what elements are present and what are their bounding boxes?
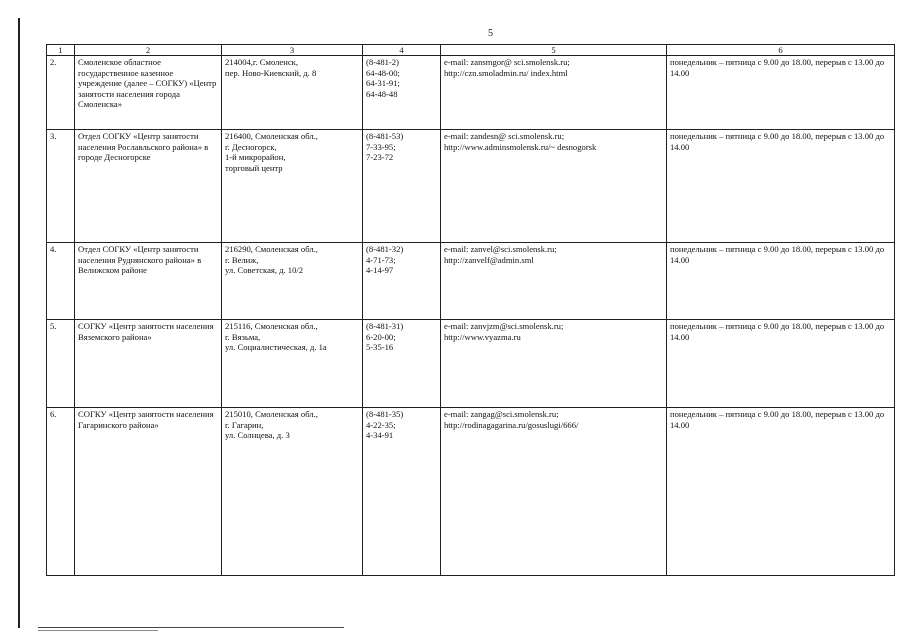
footer-rule-short <box>38 630 158 631</box>
email-text: e-mail: zanvjzm@sci.smolensk.ru; <box>444 321 564 331</box>
address-cell <box>222 243 363 320</box>
column-header: 1 <box>47 45 75 56</box>
contact-cell <box>441 130 667 243</box>
phone-line: 64-48-00; <box>366 67 400 78</box>
address-line: 215010, Смоленская обл., <box>225 409 318 419</box>
contact-cell <box>441 408 667 576</box>
footer-rule <box>38 627 344 628</box>
phone-line: 4-71-73; <box>366 254 396 265</box>
contact-cell <box>441 320 667 408</box>
phone-line: 6-20-00; <box>366 331 396 342</box>
email-text: e-mail: zandesn@ sci.smolensk.ru; <box>444 131 565 141</box>
phone-line: 64-31-91; <box>366 78 400 89</box>
phone-cell <box>363 320 441 408</box>
website-text: http://www.vyazma.ru <box>444 331 521 342</box>
phone-cell <box>363 130 441 243</box>
website-text: http://rodinagagarina.ru/gosuslugi/666/ <box>444 419 579 430</box>
phone-line: (8-481-2) <box>366 57 399 67</box>
address-line: 1-й микрорайон, <box>225 152 286 163</box>
address-cell <box>222 320 363 408</box>
phone-line: 64-48-48 <box>366 88 398 99</box>
address-cell <box>222 130 363 243</box>
contact-cell <box>441 56 667 130</box>
address-line: 215116, Смоленская обл., <box>225 321 318 331</box>
employment-centers-table <box>46 44 895 576</box>
address-line: 214004,г. Смоленск, <box>225 57 298 67</box>
table-row <box>47 320 895 408</box>
address-line: г. Вязьма, <box>225 331 261 342</box>
organization-name: Смоленское областное государственное казенное учреждение (далее – СОГКУ) «Центр занятости населения города Смоленска» <box>75 56 222 130</box>
working-hours: понедельник – пятница с 9.00 до 18.00, перерыв с 13.00 до 14.00 <box>667 320 895 408</box>
row-number: 3. <box>47 130 75 243</box>
address-line: г. Велиж, <box>225 254 259 265</box>
phone-line: 5-35-16 <box>366 342 394 353</box>
working-hours: понедельник – пятница с 9.00 до 18.00, перерыв с 13.00 до 14.00 <box>667 243 895 320</box>
organization-name: СОГКУ «Центр занятости населения Вяземского района» <box>75 320 222 408</box>
phone-line: (8-481-31) <box>366 321 404 331</box>
table-header-row <box>47 45 895 56</box>
address-line: торговый центр <box>225 162 283 173</box>
phone-cell <box>363 408 441 576</box>
phone-line: 7-33-95; <box>366 141 396 152</box>
row-number: 5. <box>47 320 75 408</box>
working-hours: понедельник – пятница с 9.00 до 18.00, перерыв с 13.00 до 14.00 <box>667 130 895 243</box>
working-hours: понедельник – пятница с 9.00 до 18.00, перерыв с 13.00 до 14.00 <box>667 56 895 130</box>
address-cell <box>222 408 363 576</box>
column-header: 6 <box>667 45 895 56</box>
column-header: 2 <box>75 45 222 56</box>
phone-line: 7-23-72 <box>366 152 394 163</box>
table-row <box>47 130 895 243</box>
address-line: 216290, Смоленская обл., <box>225 244 318 254</box>
email-text: e-mail: zangag@sci.smolensk.ru; <box>444 409 559 419</box>
address-line: ул. Советская, д. 10/2 <box>225 265 304 276</box>
phone-line: 4-14-97 <box>366 265 394 276</box>
table-row <box>47 56 895 130</box>
table-row <box>47 408 895 576</box>
address-line: ул. Солнцева, д. 3 <box>225 430 290 441</box>
table-row <box>47 243 895 320</box>
row-number: 4. <box>47 243 75 320</box>
address-line: г. Десногорск, <box>225 141 277 152</box>
phone-line: 4-34-91 <box>366 430 394 441</box>
page-number: 5 <box>488 28 493 39</box>
left-margin-rule <box>18 18 20 628</box>
contact-cell <box>441 243 667 320</box>
phone-line: (8-481-35) <box>366 409 404 419</box>
address-line: г. Гагарин, <box>225 419 264 430</box>
address-cell <box>222 56 363 130</box>
phone-line: 4-22-35; <box>366 419 396 430</box>
address-line: 216400, Смоленская обл., <box>225 131 318 141</box>
website-text: http://czn.smoladmin.ru/ index.html <box>444 67 568 78</box>
phone-cell <box>363 243 441 320</box>
phone-line: (8-481-32) <box>366 244 404 254</box>
organization-name: Отдел СОГКУ «Центр занятости населения Рославльского района» в городе Десногорске <box>75 130 222 243</box>
organization-name: СОГКУ «Центр занятости населения Гагаринского района» <box>75 408 222 576</box>
address-line: ул. Социалистическая, д. 1а <box>225 342 327 353</box>
website-text: http://www.adminsmolensk.ru/~ desnogorsk <box>444 141 597 152</box>
phone-cell <box>363 56 441 130</box>
column-header: 3 <box>222 45 363 56</box>
organization-name: Отдел СОГКУ «Центр занятости населения Руднянского района» в Велижском районе <box>75 243 222 320</box>
phone-line: (8-481-53) <box>366 131 404 141</box>
column-header: 5 <box>441 45 667 56</box>
email-text: e-mail: zansmgor@ sci.smolensk.ru; <box>444 57 570 67</box>
row-number: 6. <box>47 408 75 576</box>
working-hours: понедельник – пятница с 9.00 до 18.00, перерыв с 13.00 до 14.00 <box>667 408 895 576</box>
row-number: 2. <box>47 56 75 130</box>
address-line: пер. Ново-Киевский, д. 8 <box>225 67 317 78</box>
website-text: http://zanvelf@admin.sml <box>444 254 534 265</box>
column-header: 4 <box>363 45 441 56</box>
email-text: e-mail: zanvel@sci.smolensk.ru; <box>444 244 557 254</box>
